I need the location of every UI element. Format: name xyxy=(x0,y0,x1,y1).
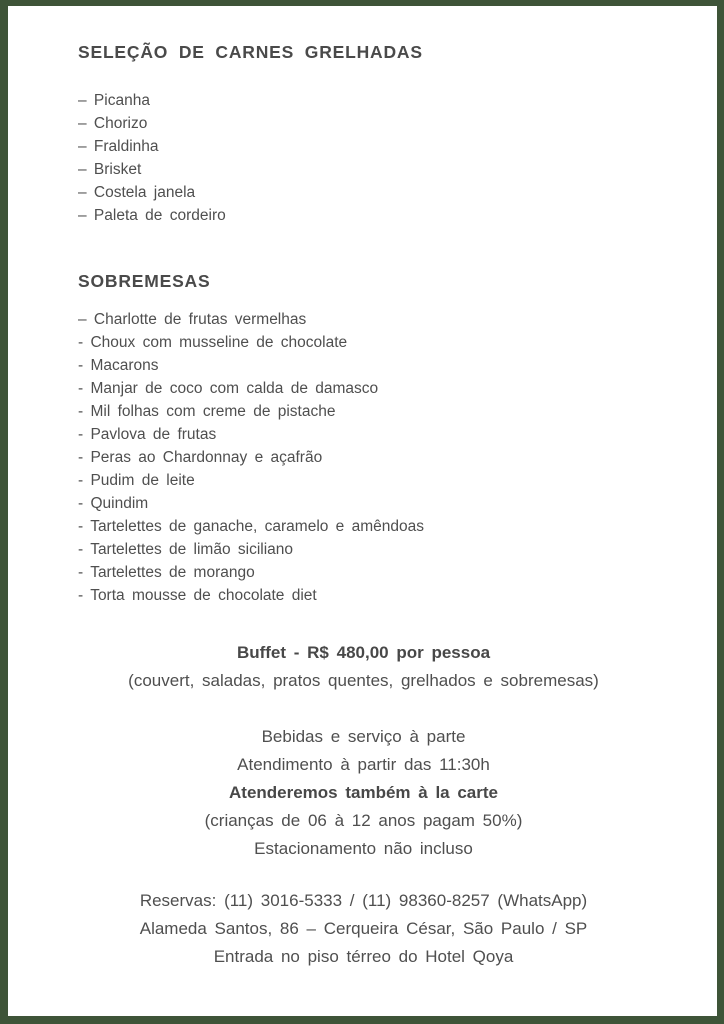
menu-item: - Tartelettes de ganache, caramelo e amêndoas xyxy=(78,518,424,535)
reservations-line: Reservas: (11) 3016-5333 / (11) 98360-8257 (WhatsApp) xyxy=(139,891,588,910)
contact-block xyxy=(78,887,649,971)
service-line-a-la-carte: Atenderemos também à la carte xyxy=(229,783,498,802)
section-title-carnes: SELEÇÃO DE CARNES GRELHADAS xyxy=(78,42,423,62)
section-sobremesas xyxy=(78,271,649,607)
menu-item: – Paleta de cordeiro xyxy=(78,207,226,224)
menu-item: - Mil folhas com creme de pistache xyxy=(78,403,336,420)
service-info-block xyxy=(78,723,649,863)
section-carnes-grelhadas xyxy=(78,42,649,227)
menu-item: - Tartelettes de limão siciliano xyxy=(78,541,294,558)
service-line: Atendimento à partir das 11:30h xyxy=(237,755,490,774)
entrance-line: Entrada no piso térreo do Hotel Qoya xyxy=(213,947,514,966)
service-line: Estacionamento não incluso xyxy=(254,839,473,858)
menu-item: - Tartelettes de morango xyxy=(78,564,255,581)
menu-item: - Manjar de coco com calda de damasco xyxy=(78,380,379,397)
menu-item: – Brisket xyxy=(78,161,142,178)
menu-item: - Pavlova de frutas xyxy=(78,426,217,443)
sobremesas-list xyxy=(78,308,649,607)
menu-item: – Charlotte de frutas vermelhas xyxy=(78,311,307,328)
menu-item: - Macarons xyxy=(78,357,159,374)
menu-item: - Torta mousse de chocolate diet xyxy=(78,587,317,604)
menu-item: - Quindim xyxy=(78,495,149,512)
carnes-list xyxy=(78,89,649,227)
menu-item: – Costela janela xyxy=(78,184,196,201)
menu-item: - Choux com musseline de chocolate xyxy=(78,334,348,351)
menu-item: – Fraldinha xyxy=(78,138,159,155)
buffet-price-line: Buffet - R$ 480,00 por pessoa xyxy=(236,643,491,662)
service-line: (crianças de 06 à 12 anos pagam 50%) xyxy=(204,811,523,830)
menu-item: - Pudim de leite xyxy=(78,472,195,489)
service-line: Bebidas e serviço à parte xyxy=(261,727,466,746)
pricing-block xyxy=(78,639,649,695)
menu-item: – Chorizo xyxy=(78,115,148,132)
address-line: Alameda Santos, 86 – Cerqueira César, São Paulo / SP xyxy=(139,919,588,938)
menu-item: – Picanha xyxy=(78,92,150,109)
buffet-includes-line: (couvert, saladas, pratos quentes, grelhados e sobremesas) xyxy=(128,671,599,690)
section-title-sobremesas: SOBREMESAS xyxy=(78,271,211,291)
menu-item: - Peras ao Chardonnay e açafrão xyxy=(78,449,323,466)
